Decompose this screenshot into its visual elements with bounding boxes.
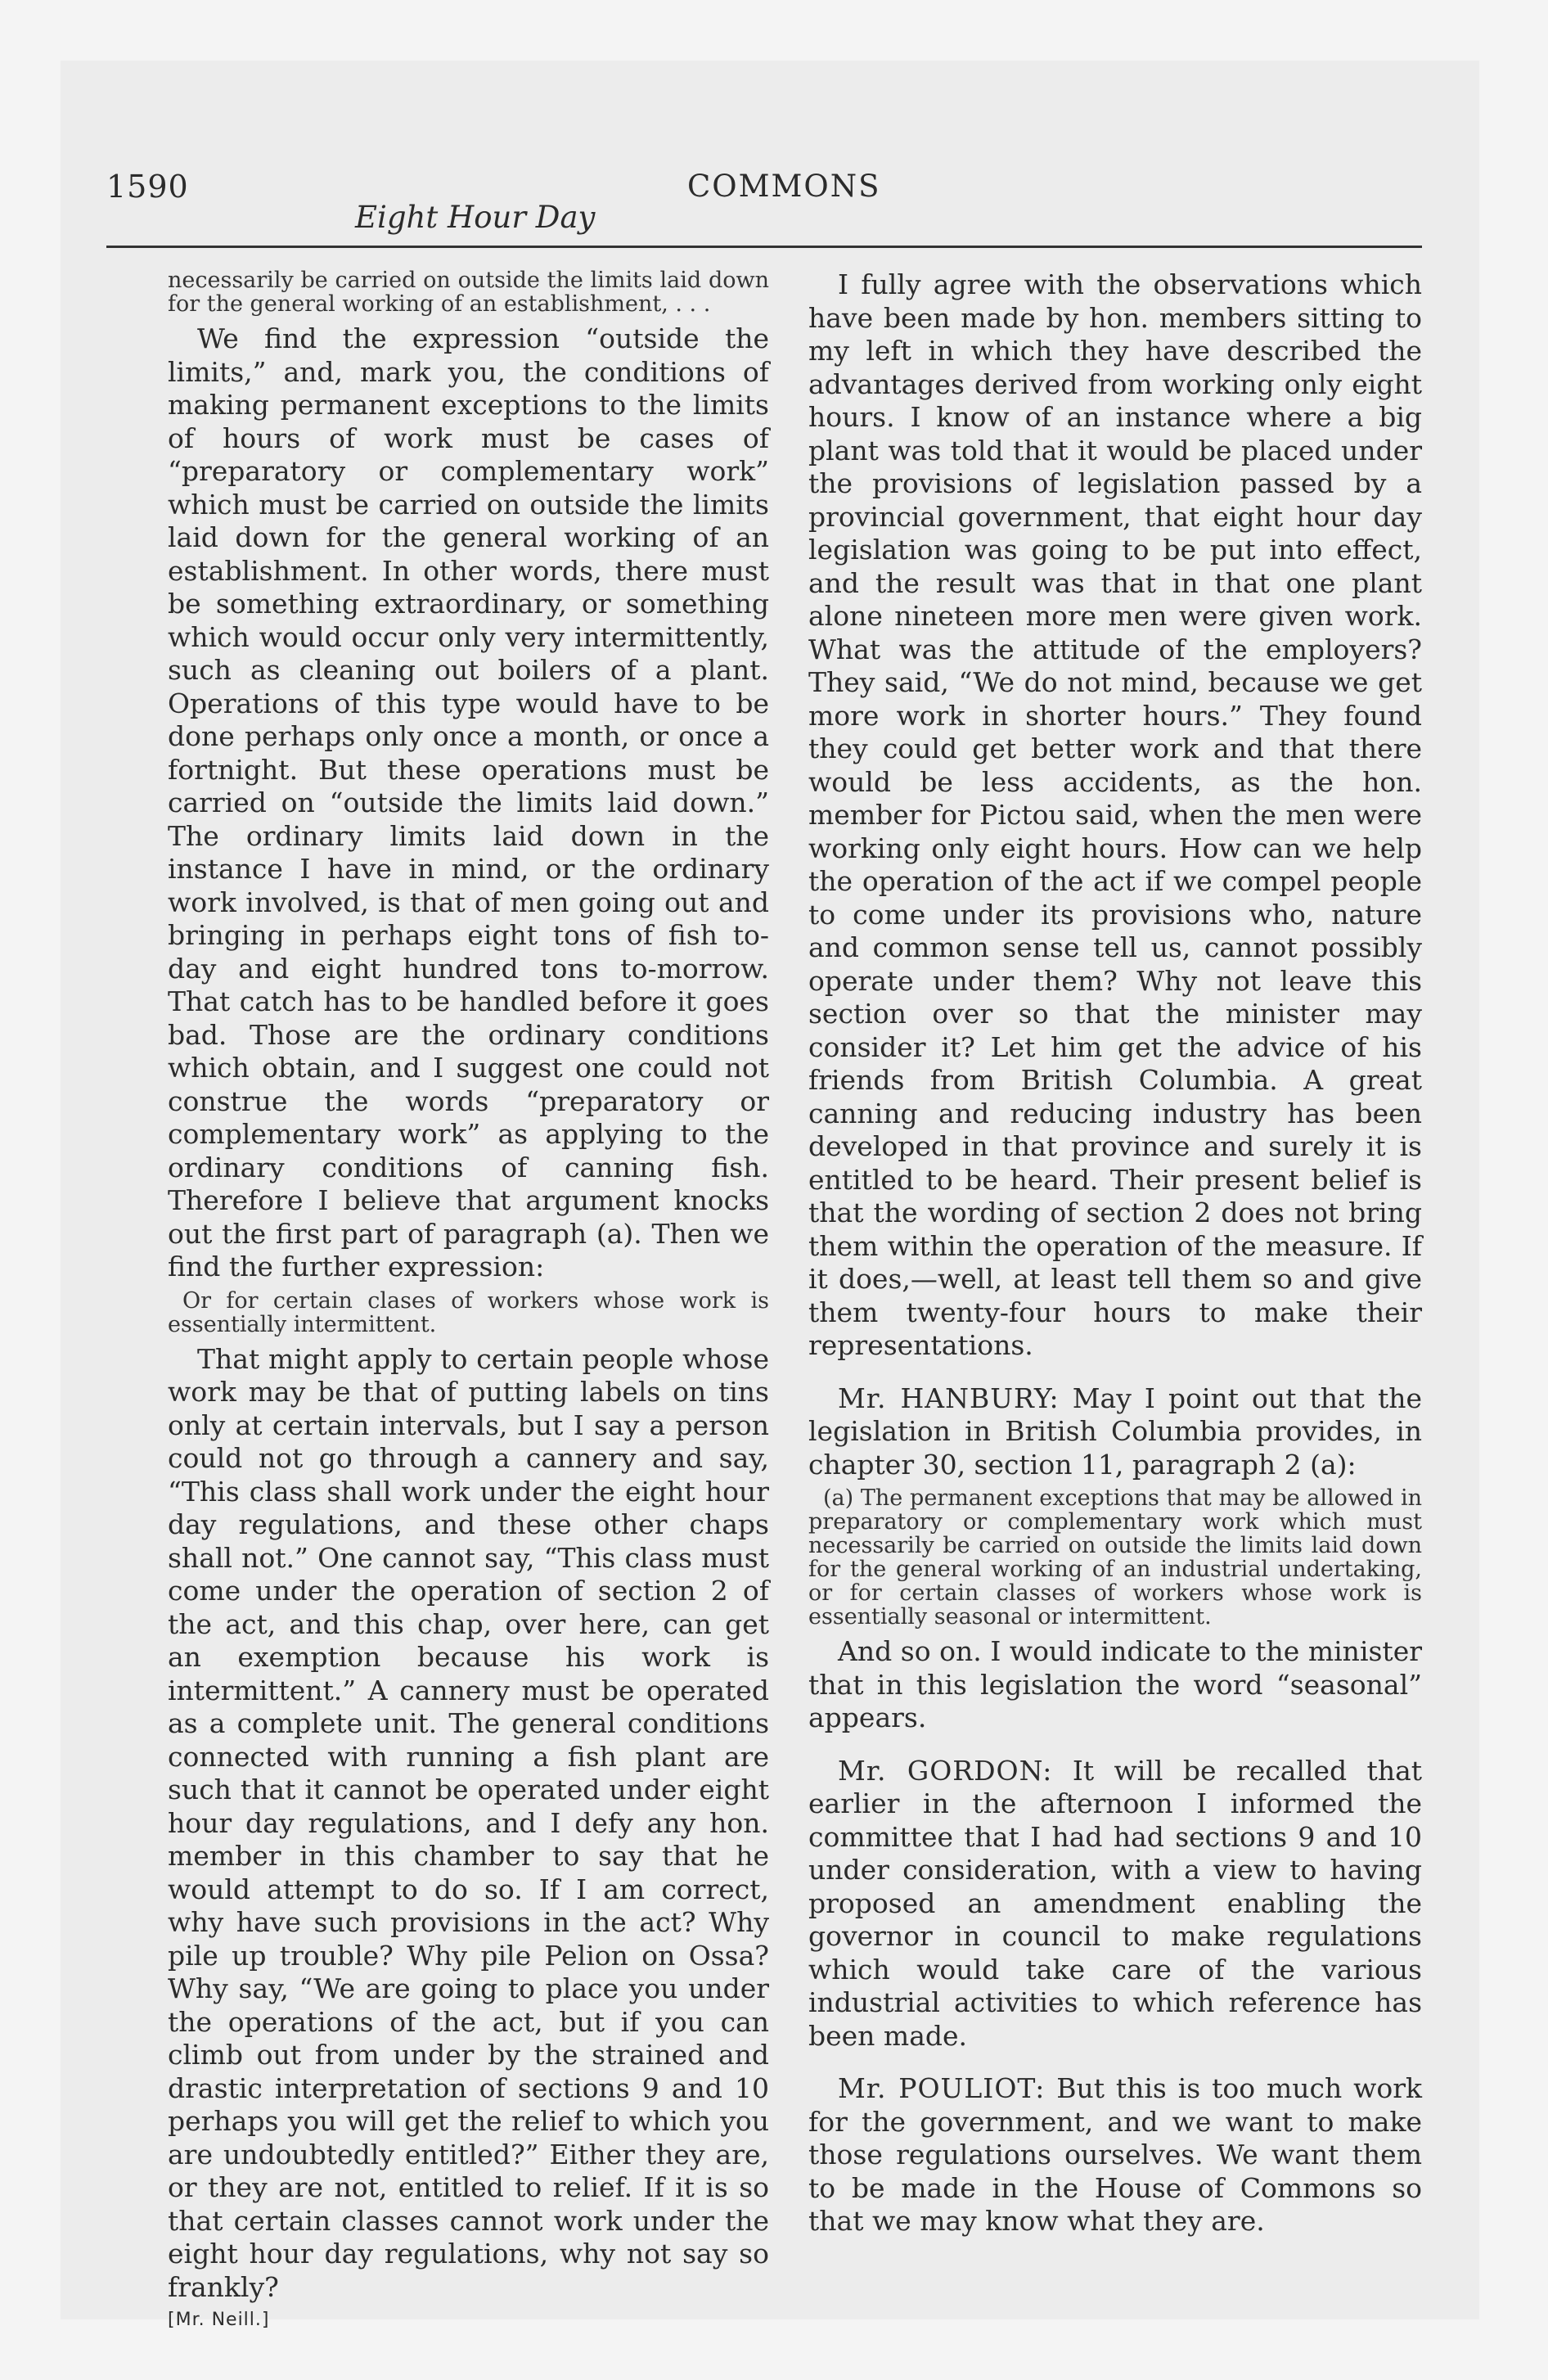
running-subtitle: Eight Hour Day — [355, 200, 596, 235]
speaker-attribution: [Mr. Neill.] — [168, 2310, 270, 2330]
left-column — [168, 268, 769, 2337]
speech-text: May I point out that the legislation in British Columbia provides, in chapter 30, section 11, paragraph 2 (a): — [808, 1382, 1423, 1481]
paragraph: We find the expression “outside the limits,” and, mark you, the conditions of making permanent exceptions to the limits of hours of work must be cases of “preparatory or complementary work” which must be carried on outside the limits laid down for the general working of an establishment. In other words, there must be something extraordinary, or something which would occur only very intermittently, such as cleaning out boilers of a plant. Operations of this type would have to be done perhaps only once a month, or once a fortnight. But these operations must be carried on “outside the limits laid down.” The ordinary limits laid down in the instance I have in mind, or the ordinary work involved, is that of men going out and bringing in perhaps eight tons of fish to-day and eight hundred tons to-morrow. That catch has to be handled before it goes bad. Those are the ordinary conditions which obtain, and I suggest one could not construe the words “preparatory or complementary work” as applying to the ordinary conditions of canning fish. Therefore I believe that argument knocks out the first part of paragraph (a). Then we find the further expression: — [168, 322, 769, 1282]
speech-text: It will be recalled that earlier in the afternoon I informed the committee that I had had sections 9 and 10 under consideration, with a view to having proposed an amendment enabling the governor in council to make regulations which would take care of the various industrial activities to which reference has been made. — [808, 1754, 1423, 2052]
speech-text: But this is too much work for the government, and we want to make those regulations ourselves. We want them to be made in the House of Commons so that we may know what they are. — [808, 2072, 1422, 2237]
running-title: COMMONS — [687, 169, 881, 204]
speaker-name: Mr. HANBURY: — [838, 1382, 1060, 1414]
right-column — [808, 268, 1422, 2238]
speech-pouliot — [808, 2072, 1422, 2238]
paragraph: That might apply to certain people whose work may be that of putting labels on tins only at certain intervals, but I say a person could not go through a cannery and say, “This class shall work under the eight hour day regulations, and these other chaps shall not.” One cannot say, “This class must come under the operation of section 2 of the act, and this chap, over here, can get an exemption because his work is intermittent.” A cannery must be operated as a complete unit. The general conditions connected with running a fish plant are such that it cannot be operated under eight hour day regulations, and I defy any hon. member in this chamber to say that he would attempt to do so. If I am correct, why have such provisions in the act? Why pile up trouble? Why pile Pelion on Ossa? Why say, “We are going to place you under the operations of the act, but if you can climb out from under by the strained and drastic interpretation of sections 9 and 10 perhaps you will get the relief to which you are undoubtedly entitled?” Either they are, or they are not, entitled to relief. If it is so that certain classes cannot work under the eight hour day regulations, why not say so frankly? — [168, 1342, 769, 2303]
speaker-name: Mr. GORDON: — [838, 1754, 1053, 1787]
page-header — [106, 164, 1424, 250]
page-number: 1590 — [106, 169, 189, 205]
header-rule — [106, 246, 1422, 248]
speech-hanbury — [808, 1382, 1422, 1482]
paragraph: And so on. I would indicate to the minister that in this legislation the word “seasonal” appears. — [808, 1635, 1422, 1733]
paragraph: I fully agree with the observations which have been made by hon. members sitting to my left in which they have described the advantages derived from working only eight hours. I know of an instance where a big plant was told that it would be placed under the provisions of legislation passed by a provincial government, that eight hour day legislation was going to be put into effect, and the result was that in that one plant alone nineteen more men were given work. What was the attitude of the employers? They said, “We do not mind, because we get more work in shorter hours.” They found they could get better work and that there would be less accidents, as the hon. member for Pictou said, when the men were working only eight hours. How can we help the operation of the act if we compel people to come under its provisions who, nature and common sense tell us, cannot possibly operate under them? Why not leave this section over so that the minister may consider it? Let him get the advice of his friends from British Columbia. A great canning and reducing industry has been developed in that province and surely it is entitled to be heard. Their present belief is that the wording of section 2 does not bring them within the operation of the measure. If it does,—well, at least tell them so and give them twenty-four hours to make their representations. — [808, 268, 1422, 1361]
quotation: (a) The permanent exceptions that may be allowed in preparatory or complementary work which must necessarily be carried on outside the limits laid down for the general working of an industrial undertaking, or for certain classes of workers whose work is essentially seasonal or intermittent. — [808, 1485, 1422, 1629]
continued-quotation: necessarily be carried on outside the limits laid down for the general working of an establishment, . . . — [168, 268, 769, 317]
speaker-name: Mr. POULIOT: — [838, 2072, 1046, 2104]
quotation: Or for certain clases of workers whose work is essentially intermittent. — [168, 1287, 769, 1337]
speech-gordon — [808, 1755, 1422, 2053]
